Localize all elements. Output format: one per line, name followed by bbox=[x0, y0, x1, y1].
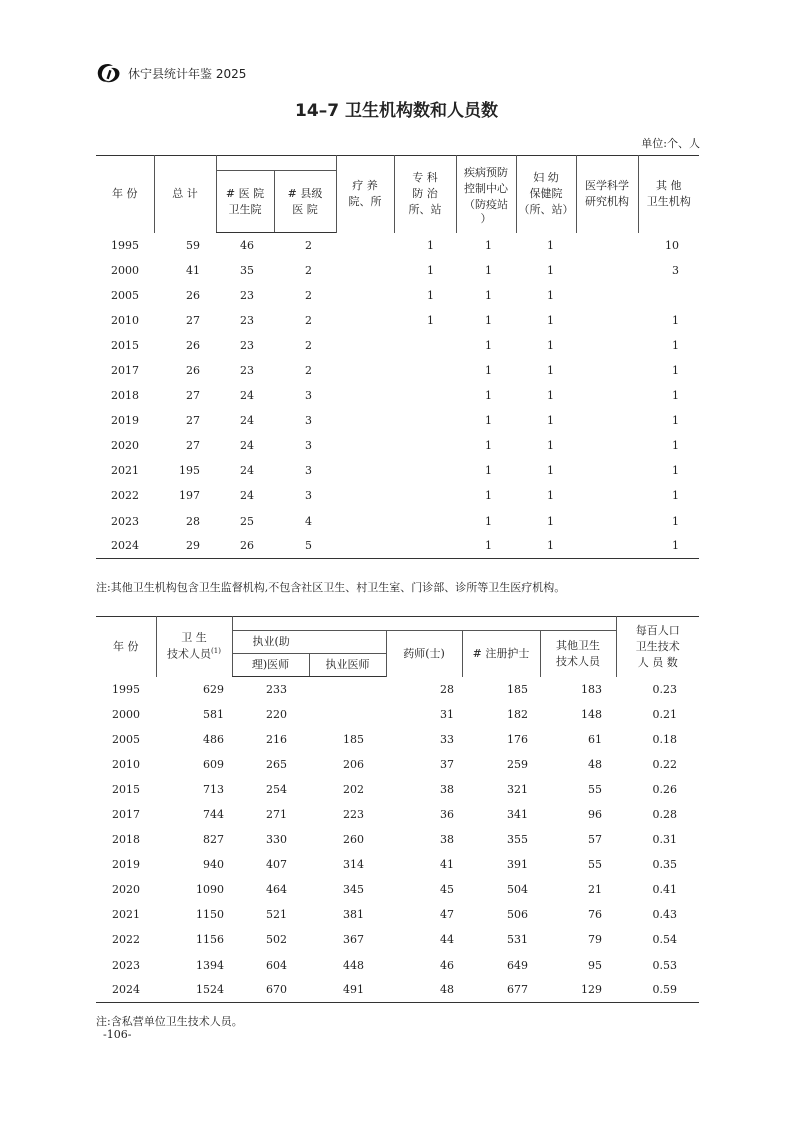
cell-cdc: 1 bbox=[485, 338, 492, 352]
cell-doctor: 216 bbox=[266, 732, 287, 746]
cell-nurse: 531 bbox=[507, 933, 528, 947]
cell-research bbox=[576, 458, 638, 483]
cell-licensed: 223 bbox=[343, 808, 364, 822]
cell-cdc: 1 bbox=[485, 539, 492, 553]
cell-mch: 1 bbox=[547, 364, 554, 378]
cell-year: 1995 bbox=[111, 238, 139, 252]
cell-licensed: 367 bbox=[343, 933, 364, 947]
cell-specialty bbox=[394, 458, 456, 483]
cell-sanatorium bbox=[336, 308, 394, 333]
cell-year: 2024 bbox=[112, 983, 140, 997]
cell-perhundred: 0.31 bbox=[652, 833, 677, 847]
cell-hospital: 35 bbox=[240, 263, 254, 277]
cell-total: 27 bbox=[186, 414, 200, 428]
cell-total: 26 bbox=[186, 288, 200, 302]
cell-hospital: 46 bbox=[240, 238, 254, 252]
table-row bbox=[96, 777, 699, 802]
cell-othertech: 57 bbox=[588, 833, 602, 847]
cell-tech: 940 bbox=[203, 858, 224, 872]
cell-year: 2022 bbox=[111, 489, 139, 503]
cell-year: 2019 bbox=[112, 858, 140, 872]
cell-other: 3 bbox=[672, 263, 679, 277]
cell-county: 4 bbox=[305, 514, 312, 528]
cell-research bbox=[576, 534, 638, 559]
cell-licensed: 491 bbox=[343, 983, 364, 997]
header-per-hundred: 每百人口 卫生技术 人 员 数 bbox=[616, 617, 699, 677]
cell-pharmacist: 41 bbox=[440, 858, 454, 872]
cell-tech: 827 bbox=[203, 833, 224, 847]
table-row bbox=[96, 333, 699, 358]
cell-othertech: 21 bbox=[588, 883, 602, 897]
table-row bbox=[96, 978, 699, 1003]
cell-county: 2 bbox=[305, 238, 312, 252]
cell-county: 3 bbox=[305, 464, 312, 478]
cell-pharmacist: 45 bbox=[440, 883, 454, 897]
cell-research bbox=[576, 233, 638, 258]
cell-specialty bbox=[394, 408, 456, 433]
cell-year: 2005 bbox=[111, 288, 139, 302]
cell-cdc: 1 bbox=[485, 514, 492, 528]
cell-tech: 486 bbox=[203, 732, 224, 746]
cell-mch: 1 bbox=[547, 389, 554, 403]
cell-nurse: 341 bbox=[507, 808, 528, 822]
cell-mch: 1 bbox=[547, 263, 554, 277]
header-year: 年 份 bbox=[112, 187, 138, 201]
cell-specialty: 1 bbox=[427, 238, 434, 252]
cell-tech: 1156 bbox=[196, 933, 224, 947]
cell-total: 59 bbox=[186, 238, 200, 252]
cell-othertech: 183 bbox=[581, 682, 602, 696]
cell-total: 29 bbox=[186, 539, 200, 553]
cell-hospital: 24 bbox=[240, 489, 254, 503]
table-row bbox=[96, 927, 699, 952]
cell-mch: 1 bbox=[547, 238, 554, 252]
cell-perhundred: 0.41 bbox=[652, 883, 677, 897]
cell-othertech: 148 bbox=[581, 707, 602, 721]
header-research: 医学科学 研究机构 bbox=[576, 156, 638, 233]
cell-perhundred: 0.43 bbox=[652, 908, 677, 922]
cell-cdc: 1 bbox=[485, 263, 492, 277]
cell-county: 2 bbox=[305, 288, 312, 302]
header-sanatorium: 疗 养 院、所 bbox=[336, 156, 394, 233]
cell-total: 27 bbox=[186, 439, 200, 453]
cell-county: 3 bbox=[305, 414, 312, 428]
header-nurse: # 注册护士 bbox=[462, 631, 540, 677]
institutions-note: 注:其他卫生机构包含卫生监督机构,不包含社区卫生、村卫生室、门诊部、诊所等卫生医疗机构。 bbox=[96, 581, 566, 594]
cell-specialty bbox=[394, 333, 456, 358]
cell-total: 27 bbox=[186, 313, 200, 327]
cell-other: 1 bbox=[672, 514, 679, 528]
cell-nurse: 259 bbox=[507, 757, 528, 771]
cell-perhundred: 0.59 bbox=[652, 983, 677, 997]
cell-pharmacist: 37 bbox=[440, 757, 454, 771]
cell-cdc: 1 bbox=[485, 489, 492, 503]
cell-year: 2000 bbox=[111, 263, 139, 277]
cell-othertech: 76 bbox=[588, 908, 602, 922]
cell-county: 3 bbox=[305, 389, 312, 403]
cell-licensed: 448 bbox=[343, 958, 364, 972]
table-row bbox=[96, 534, 699, 559]
cell-hospital: 24 bbox=[240, 439, 254, 453]
cell-specialty: 1 bbox=[427, 313, 434, 327]
cell-pharmacist: 38 bbox=[440, 782, 454, 796]
cell-total: 28 bbox=[186, 514, 200, 528]
cell-research bbox=[576, 333, 638, 358]
cell-tech: 629 bbox=[203, 682, 224, 696]
cell-nurse: 182 bbox=[507, 707, 528, 721]
header-doctors-line2: 理)医师 bbox=[232, 654, 309, 677]
cell-year: 2020 bbox=[111, 439, 139, 453]
cell-othertech: 55 bbox=[588, 782, 602, 796]
cell-sanatorium bbox=[336, 283, 394, 308]
cell-year: 2005 bbox=[112, 732, 140, 746]
cell-hospital: 25 bbox=[240, 514, 254, 528]
cell-other: 1 bbox=[672, 313, 679, 327]
cell-hospital: 24 bbox=[240, 414, 254, 428]
cell-specialty bbox=[394, 358, 456, 383]
cell-year: 2020 bbox=[112, 883, 140, 897]
cell-specialty bbox=[394, 534, 456, 559]
cell-nurse: 506 bbox=[507, 908, 528, 922]
table-row bbox=[96, 877, 699, 902]
cell-research bbox=[576, 383, 638, 408]
cell-othertech: 55 bbox=[588, 858, 602, 872]
cell-other bbox=[638, 283, 699, 308]
cell-tech: 1524 bbox=[196, 983, 224, 997]
cell-licensed bbox=[309, 677, 386, 702]
cell-doctor: 464 bbox=[266, 883, 287, 897]
cell-perhundred: 0.28 bbox=[652, 808, 677, 822]
cell-research bbox=[576, 283, 638, 308]
cell-hospital: 23 bbox=[240, 313, 254, 327]
cell-doctor: 502 bbox=[266, 933, 287, 947]
page-number: -106- bbox=[103, 1028, 132, 1041]
cell-licensed: 206 bbox=[343, 757, 364, 771]
cell-doctor: 330 bbox=[266, 833, 287, 847]
cell-county: 2 bbox=[305, 313, 312, 327]
cell-perhundred: 0.18 bbox=[652, 732, 677, 746]
cell-hospital: 26 bbox=[240, 539, 254, 553]
cell-tech: 744 bbox=[203, 808, 224, 822]
cell-othertech: 129 bbox=[581, 983, 602, 997]
cell-licensed: 260 bbox=[343, 833, 364, 847]
cell-doctor: 670 bbox=[266, 983, 287, 997]
cell-nurse: 649 bbox=[507, 958, 528, 972]
cell-cdc: 1 bbox=[485, 238, 492, 252]
cell-research bbox=[576, 433, 638, 458]
cell-cdc: 1 bbox=[485, 414, 492, 428]
cell-pharmacist: 47 bbox=[440, 908, 454, 922]
cell-specialty bbox=[394, 509, 456, 534]
cell-year: 2019 bbox=[111, 414, 139, 428]
cell-sanatorium bbox=[336, 333, 394, 358]
cell-county: 3 bbox=[305, 489, 312, 503]
cell-total: 195 bbox=[179, 464, 200, 478]
cell-perhundred: 0.35 bbox=[652, 858, 677, 872]
cell-nurse: 504 bbox=[507, 883, 528, 897]
cell-perhundred: 0.21 bbox=[652, 707, 677, 721]
cell-sanatorium bbox=[336, 383, 394, 408]
cell-sanatorium bbox=[336, 408, 394, 433]
cell-licensed: 314 bbox=[343, 858, 364, 872]
table-row bbox=[96, 827, 699, 852]
cell-county: 3 bbox=[305, 439, 312, 453]
cell-other: 1 bbox=[672, 539, 679, 553]
cell-nurse: 176 bbox=[507, 732, 528, 746]
cell-cdc: 1 bbox=[485, 439, 492, 453]
cell-nurse: 355 bbox=[507, 833, 528, 847]
cell-year: 2021 bbox=[111, 464, 139, 478]
cell-pharmacist: 44 bbox=[440, 933, 454, 947]
header-other-tech: 其他卫生 技术人员 bbox=[540, 631, 616, 677]
table-row bbox=[96, 383, 699, 408]
cell-pharmacist: 38 bbox=[440, 833, 454, 847]
table-row bbox=[96, 677, 699, 702]
table-row bbox=[96, 752, 699, 777]
table-row bbox=[96, 458, 699, 483]
cell-total: 27 bbox=[186, 389, 200, 403]
table-row bbox=[96, 727, 699, 752]
cell-county: 2 bbox=[305, 263, 312, 277]
cell-total: 26 bbox=[186, 338, 200, 352]
cell-year: 2023 bbox=[111, 514, 139, 528]
cell-mch: 1 bbox=[547, 439, 554, 453]
cell-licensed bbox=[309, 702, 386, 727]
table-row bbox=[96, 483, 699, 508]
table-row bbox=[96, 308, 699, 333]
cell-licensed: 345 bbox=[343, 883, 364, 897]
cell-sanatorium bbox=[336, 258, 394, 283]
header-county-hospital: # 县级 医 院 bbox=[274, 171, 336, 233]
cell-county: 2 bbox=[305, 338, 312, 352]
cell-doctor: 254 bbox=[266, 782, 287, 796]
cell-doctor: 265 bbox=[266, 757, 287, 771]
header-other: 其 他 卫生机构 bbox=[638, 156, 699, 233]
cell-other: 1 bbox=[672, 464, 679, 478]
cell-cdc: 1 bbox=[485, 389, 492, 403]
institutions-table-body bbox=[96, 233, 699, 559]
cell-year: 2023 bbox=[112, 958, 140, 972]
cell-sanatorium bbox=[336, 358, 394, 383]
cell-cdc: 1 bbox=[485, 464, 492, 478]
cell-tech: 609 bbox=[203, 757, 224, 771]
cell-other: 1 bbox=[672, 439, 679, 453]
cell-sanatorium bbox=[336, 233, 394, 258]
personnel-table-body bbox=[96, 677, 699, 1003]
page-title: 14–7 卫生机构数和人员数 bbox=[295, 101, 498, 121]
cell-sanatorium bbox=[336, 433, 394, 458]
table-row bbox=[96, 408, 699, 433]
cell-cdc: 1 bbox=[485, 313, 492, 327]
cell-year: 2022 bbox=[112, 933, 140, 947]
cell-hospital: 23 bbox=[240, 288, 254, 302]
cell-mch: 1 bbox=[547, 539, 554, 553]
cell-pharmacist: 48 bbox=[440, 983, 454, 997]
page-header bbox=[96, 62, 246, 84]
cell-year: 2000 bbox=[112, 707, 140, 721]
cell-perhundred: 0.53 bbox=[652, 958, 677, 972]
cell-other: 1 bbox=[672, 489, 679, 503]
cell-othertech: 79 bbox=[588, 933, 602, 947]
cell-research bbox=[576, 258, 638, 283]
cell-mch: 1 bbox=[547, 489, 554, 503]
cell-cdc: 1 bbox=[485, 364, 492, 378]
cell-tech: 1090 bbox=[196, 883, 224, 897]
table-row bbox=[96, 852, 699, 877]
cell-othertech: 48 bbox=[588, 757, 602, 771]
cell-research bbox=[576, 483, 638, 508]
header-hospital-group bbox=[216, 156, 336, 171]
cell-county: 2 bbox=[305, 364, 312, 378]
header-year: 年 份 bbox=[113, 639, 139, 653]
cell-year: 2010 bbox=[111, 313, 139, 327]
cell-perhundred: 0.54 bbox=[652, 933, 677, 947]
unit-label: 单位:个、人 bbox=[641, 137, 700, 150]
cell-year: 2017 bbox=[111, 364, 139, 378]
cell-tech: 581 bbox=[203, 707, 224, 721]
cell-perhundred: 0.22 bbox=[652, 757, 677, 771]
cell-year: 2010 bbox=[112, 757, 140, 771]
table-row bbox=[96, 233, 699, 258]
cell-tech: 713 bbox=[203, 782, 224, 796]
header-cdc: 疾病预防 控制中心 （防疫站 ） bbox=[456, 156, 516, 233]
table-row bbox=[96, 509, 699, 534]
cell-othertech: 95 bbox=[588, 958, 602, 972]
cell-research bbox=[576, 308, 638, 333]
table-row bbox=[96, 433, 699, 458]
cell-year: 2015 bbox=[112, 782, 140, 796]
cell-other: 1 bbox=[672, 414, 679, 428]
cell-othertech: 61 bbox=[588, 732, 602, 746]
cell-year: 2017 bbox=[112, 808, 140, 822]
institutions-table bbox=[96, 155, 699, 559]
cell-nurse: 185 bbox=[507, 682, 528, 696]
cell-othertech: 96 bbox=[588, 808, 602, 822]
cell-year: 2015 bbox=[111, 338, 139, 352]
cell-nurse: 391 bbox=[507, 858, 528, 872]
yearbook-logo-icon bbox=[96, 62, 122, 84]
cell-year: 2018 bbox=[112, 833, 140, 847]
cell-nurse: 677 bbox=[507, 983, 528, 997]
cell-mch: 1 bbox=[547, 414, 554, 428]
cell-pharmacist: 36 bbox=[440, 808, 454, 822]
cell-tech: 1394 bbox=[196, 958, 224, 972]
cell-pharmacist: 31 bbox=[440, 707, 454, 721]
cell-licensed: 381 bbox=[343, 908, 364, 922]
cell-nurse: 321 bbox=[507, 782, 528, 796]
cell-specialty: 1 bbox=[427, 263, 434, 277]
cell-sanatorium bbox=[336, 509, 394, 534]
cell-other: 1 bbox=[672, 389, 679, 403]
personnel-note: 注:含私营单位卫生技术人员。 bbox=[96, 1015, 243, 1028]
cell-licensed: 202 bbox=[343, 782, 364, 796]
cell-doctor: 233 bbox=[266, 682, 287, 696]
cell-year: 1995 bbox=[112, 682, 140, 696]
cell-doctor: 407 bbox=[266, 858, 287, 872]
cell-total: 41 bbox=[186, 263, 200, 277]
cell-perhundred: 0.26 bbox=[652, 782, 677, 796]
cell-mch: 1 bbox=[547, 288, 554, 302]
header-mch: 妇 幼 保健院 （所、站） bbox=[516, 156, 576, 233]
cell-perhundred: 0.23 bbox=[652, 682, 677, 696]
cell-year: 2021 bbox=[112, 908, 140, 922]
header-total: 总 计 bbox=[154, 156, 216, 233]
cell-research bbox=[576, 509, 638, 534]
cell-total: 26 bbox=[186, 364, 200, 378]
cell-sanatorium bbox=[336, 458, 394, 483]
cell-hospital: 24 bbox=[240, 389, 254, 403]
cell-doctor: 604 bbox=[266, 958, 287, 972]
cell-cdc: 1 bbox=[485, 288, 492, 302]
cell-pharmacist: 28 bbox=[440, 682, 454, 696]
cell-specialty bbox=[394, 433, 456, 458]
cell-hospital: 23 bbox=[240, 338, 254, 352]
cell-year: 2018 bbox=[111, 389, 139, 403]
header-licensed: 执业医师 bbox=[309, 654, 386, 677]
table-row bbox=[96, 258, 699, 283]
cell-research bbox=[576, 358, 638, 383]
table-row bbox=[96, 358, 699, 383]
cell-sanatorium bbox=[336, 483, 394, 508]
table-row bbox=[96, 283, 699, 308]
cell-doctor: 271 bbox=[266, 808, 287, 822]
cell-hospital: 24 bbox=[240, 464, 254, 478]
cell-other: 1 bbox=[672, 364, 679, 378]
header-tech-staff: 卫 生 技术人员$^{(1)}$ bbox=[156, 617, 232, 677]
yearbook-title: 休宁县统计年鉴 2025 bbox=[128, 66, 247, 81]
table-row bbox=[96, 702, 699, 727]
cell-other: 10 bbox=[665, 238, 679, 252]
header-doctors: 执业(助 bbox=[232, 631, 386, 654]
cell-mch: 1 bbox=[547, 464, 554, 478]
cell-county: 5 bbox=[305, 539, 312, 553]
cell-year: 2024 bbox=[111, 539, 139, 553]
table-row bbox=[96, 953, 699, 978]
table-row bbox=[96, 902, 699, 927]
cell-total: 197 bbox=[179, 489, 200, 503]
cell-sanatorium bbox=[336, 534, 394, 559]
cell-licensed: 185 bbox=[343, 732, 364, 746]
personnel-table bbox=[96, 616, 699, 1003]
header-staff-group bbox=[232, 617, 616, 631]
cell-pharmacist: 33 bbox=[440, 732, 454, 746]
table-row bbox=[96, 802, 699, 827]
cell-research bbox=[576, 408, 638, 433]
cell-mch: 1 bbox=[547, 313, 554, 327]
header-specialty: 专 科 防 治 所、站 bbox=[394, 156, 456, 233]
cell-mch: 1 bbox=[547, 514, 554, 528]
cell-specialty bbox=[394, 483, 456, 508]
header-hospital: # 医 院 卫生院 bbox=[216, 171, 274, 233]
header-pharmacist: 药师(士) bbox=[386, 631, 462, 677]
cell-doctor: 220 bbox=[266, 707, 287, 721]
cell-doctor: 521 bbox=[266, 908, 287, 922]
cell-hospital: 23 bbox=[240, 364, 254, 378]
cell-pharmacist: 46 bbox=[440, 958, 454, 972]
cell-specialty: 1 bbox=[427, 288, 434, 302]
cell-tech: 1150 bbox=[196, 908, 224, 922]
cell-other: 1 bbox=[672, 338, 679, 352]
cell-specialty bbox=[394, 383, 456, 408]
cell-mch: 1 bbox=[547, 338, 554, 352]
